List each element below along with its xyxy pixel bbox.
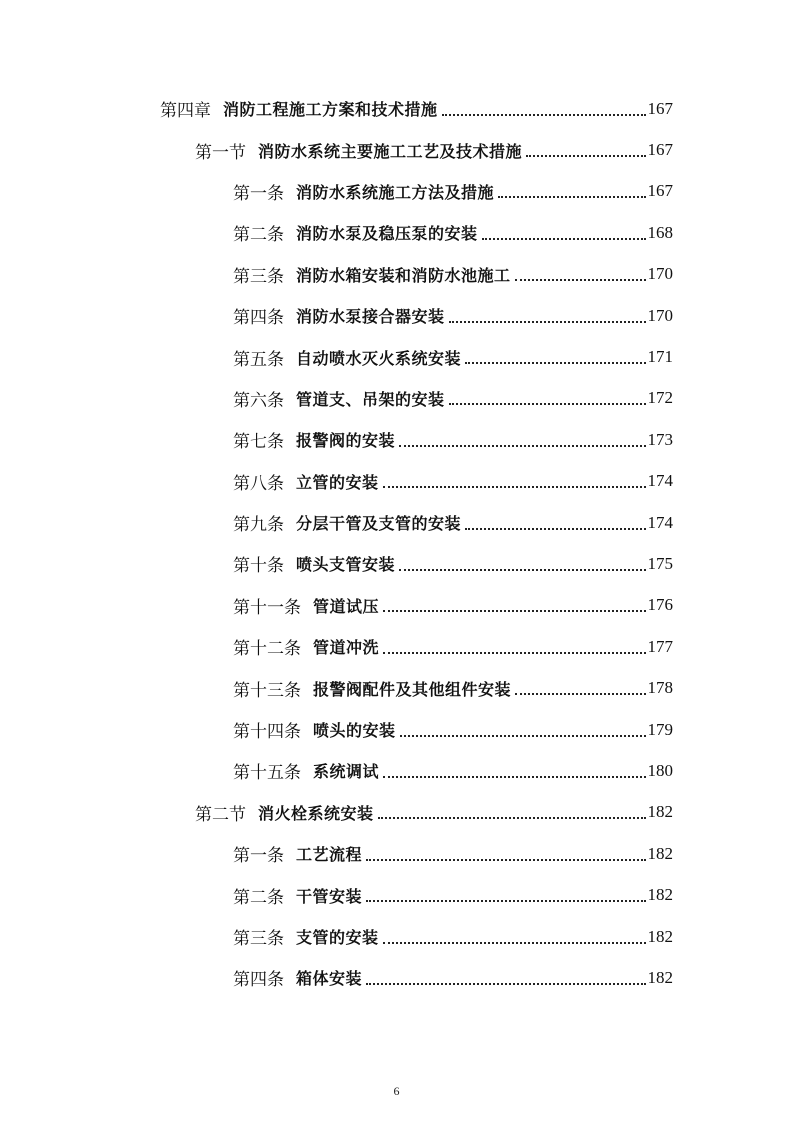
- toc-article-entry[interactable]: [0, 585, 793, 626]
- toc-entry-page: 173: [647, 429, 673, 449]
- toc-entry-page: 174: [647, 471, 673, 491]
- toc-entry-page: 182: [647, 926, 673, 946]
- dot-leader: [498, 196, 645, 198]
- dot-leader: [378, 817, 646, 819]
- toc-entry-number: 第一条: [233, 846, 284, 867]
- toc-entry-title: 报警阀配件及其他组件安装: [313, 679, 512, 699]
- toc-article-entry[interactable]: [0, 171, 793, 212]
- toc-entry-title: 报警阀的安装: [296, 431, 396, 451]
- toc-entry-page: 179: [647, 719, 673, 739]
- toc-entry-title: 管道冲洗: [313, 638, 380, 658]
- toc-entry-page: 182: [647, 967, 673, 987]
- toc-article-entry[interactable]: [0, 502, 793, 543]
- toc-entry-title: 消防水泵接合器安装: [296, 307, 445, 327]
- dot-leader: [383, 942, 646, 944]
- toc-entry-number: 第三条: [233, 266, 284, 287]
- toc-entry-number: 第十一条: [233, 597, 301, 618]
- dot-leader: [442, 114, 646, 116]
- toc-entry-number: 第八条: [233, 473, 284, 494]
- toc-article-entry[interactable]: [0, 874, 793, 915]
- toc-entry-page: 174: [647, 512, 673, 532]
- toc-section-entry[interactable]: [0, 792, 793, 833]
- toc-entry-number: 第五条: [233, 349, 284, 370]
- toc-chapter-entry[interactable]: [0, 88, 793, 129]
- toc-entry-title: 消防水泵及稳压泵的安装: [296, 224, 478, 244]
- toc-entry-title: 支管的安装: [296, 928, 379, 947]
- toc-entry-page: 167: [647, 98, 673, 118]
- toc-article-entry[interactable]: [0, 750, 793, 791]
- dot-leader: [366, 983, 645, 985]
- toc-entry-title: 立管的安装: [296, 472, 379, 492]
- toc-entry-title: 喷头支管安装: [296, 555, 396, 575]
- toc-entry-number: 第三条: [233, 929, 284, 949]
- toc-article-entry[interactable]: [0, 254, 793, 295]
- toc-entry-page: 167: [647, 140, 673, 160]
- dot-leader: [366, 859, 645, 861]
- toc-entry-title: 工艺流程: [296, 845, 363, 865]
- toc-article-entry[interactable]: [0, 709, 793, 750]
- toc-entry-page: 167: [647, 181, 673, 201]
- toc-article-entry[interactable]: [0, 378, 793, 419]
- toc-article-entry[interactable]: [0, 626, 793, 667]
- toc-entry-title: 管道支、吊架的安装: [296, 389, 445, 409]
- toc-entry-title: 系统调试: [313, 762, 380, 782]
- toc-article-entry[interactable]: [0, 957, 793, 998]
- toc-entry-page: 168: [647, 222, 673, 242]
- toc-entry-page: 176: [647, 595, 673, 615]
- toc-article-entry[interactable]: [0, 295, 793, 336]
- dot-leader: [449, 403, 646, 405]
- toc-section-entry[interactable]: [0, 129, 793, 170]
- toc-entry-title: 自动喷水灭火系统安装: [296, 348, 462, 368]
- page-number: 6: [393, 1084, 400, 1098]
- toc-entry-number: 第十二条: [233, 639, 301, 660]
- toc-article-entry[interactable]: [0, 543, 793, 584]
- table-of-contents: [0, 88, 793, 999]
- toc-entry-title: 箱体安装: [296, 969, 363, 989]
- toc-entry-number: 第二条: [233, 225, 284, 246]
- toc-article-entry[interactable]: [0, 419, 793, 460]
- toc-entry-title: 管道试压: [313, 596, 380, 616]
- toc-entry-title: 消防水系统主要施工工艺及技术措施: [258, 141, 523, 161]
- toc-entry-page: 175: [647, 553, 673, 573]
- dot-leader: [449, 321, 646, 323]
- dot-leader: [366, 900, 645, 902]
- dot-leader: [399, 569, 645, 571]
- toc-entry-page: 171: [647, 347, 673, 367]
- toc-article-entry[interactable]: [0, 212, 793, 253]
- toc-entry-number: 第一条: [233, 183, 284, 204]
- dot-leader: [400, 735, 646, 737]
- toc-entry-page: 178: [647, 678, 673, 698]
- toc-entry-title: 干管安装: [296, 886, 363, 906]
- toc-article-entry[interactable]: [0, 667, 793, 708]
- toc-entry-number: 第四条: [233, 308, 284, 329]
- dot-leader: [482, 238, 646, 240]
- toc-entry-number: 第十四条: [233, 722, 301, 743]
- dot-leader: [515, 693, 645, 695]
- toc-entry-number: 第四条: [233, 970, 284, 991]
- dot-leader: [383, 610, 645, 612]
- toc-entry-number: 第二节: [195, 804, 246, 825]
- toc-entry-title: 消火栓系统安装: [258, 803, 374, 823]
- toc-entry-page: 170: [647, 305, 673, 325]
- toc-entry-page: 182: [647, 802, 673, 822]
- toc-entry-number: 第十五条: [233, 763, 301, 784]
- dot-leader: [383, 652, 645, 654]
- toc-article-entry[interactable]: [0, 916, 793, 957]
- toc-entry-page: 172: [647, 388, 673, 408]
- toc-entry-title: 消防水系统施工方法及措施: [296, 182, 495, 202]
- toc-entry-page: 180: [647, 760, 673, 780]
- toc-entry-title: 消防水箱安装和消防水池施工: [296, 265, 511, 285]
- toc-entry-number: 第二条: [233, 887, 284, 908]
- toc-entry-title: 分层干管及支管的安装: [296, 514, 462, 534]
- dot-leader: [515, 279, 646, 281]
- toc-entry-number: 第十条: [233, 556, 284, 577]
- toc-entry-page: 182: [647, 885, 673, 905]
- dot-leader: [526, 155, 645, 157]
- toc-article-entry[interactable]: [0, 833, 793, 874]
- toc-entry-number: 第七条: [233, 432, 284, 453]
- toc-entry-title: 消防工程施工方案和技术措施: [223, 100, 438, 120]
- dot-leader: [399, 445, 645, 447]
- dot-leader: [465, 528, 645, 530]
- toc-entry-number: 第四章: [160, 101, 211, 122]
- dot-leader: [465, 362, 645, 364]
- toc-article-entry[interactable]: [0, 336, 793, 377]
- toc-entry-number: 第十三条: [233, 680, 301, 701]
- toc-entry-number: 第一节: [195, 142, 246, 163]
- toc-entry-page: 170: [647, 264, 673, 284]
- toc-entry-page: 177: [647, 636, 673, 656]
- toc-entry-title: 喷头的安装: [313, 721, 396, 741]
- dot-leader: [383, 486, 646, 488]
- toc-entry-page: 182: [647, 843, 673, 863]
- toc-entry-number: 第六条: [233, 390, 284, 411]
- toc-entry-number: 第九条: [233, 515, 284, 536]
- toc-article-entry[interactable]: [0, 461, 793, 502]
- dot-leader: [383, 776, 645, 778]
